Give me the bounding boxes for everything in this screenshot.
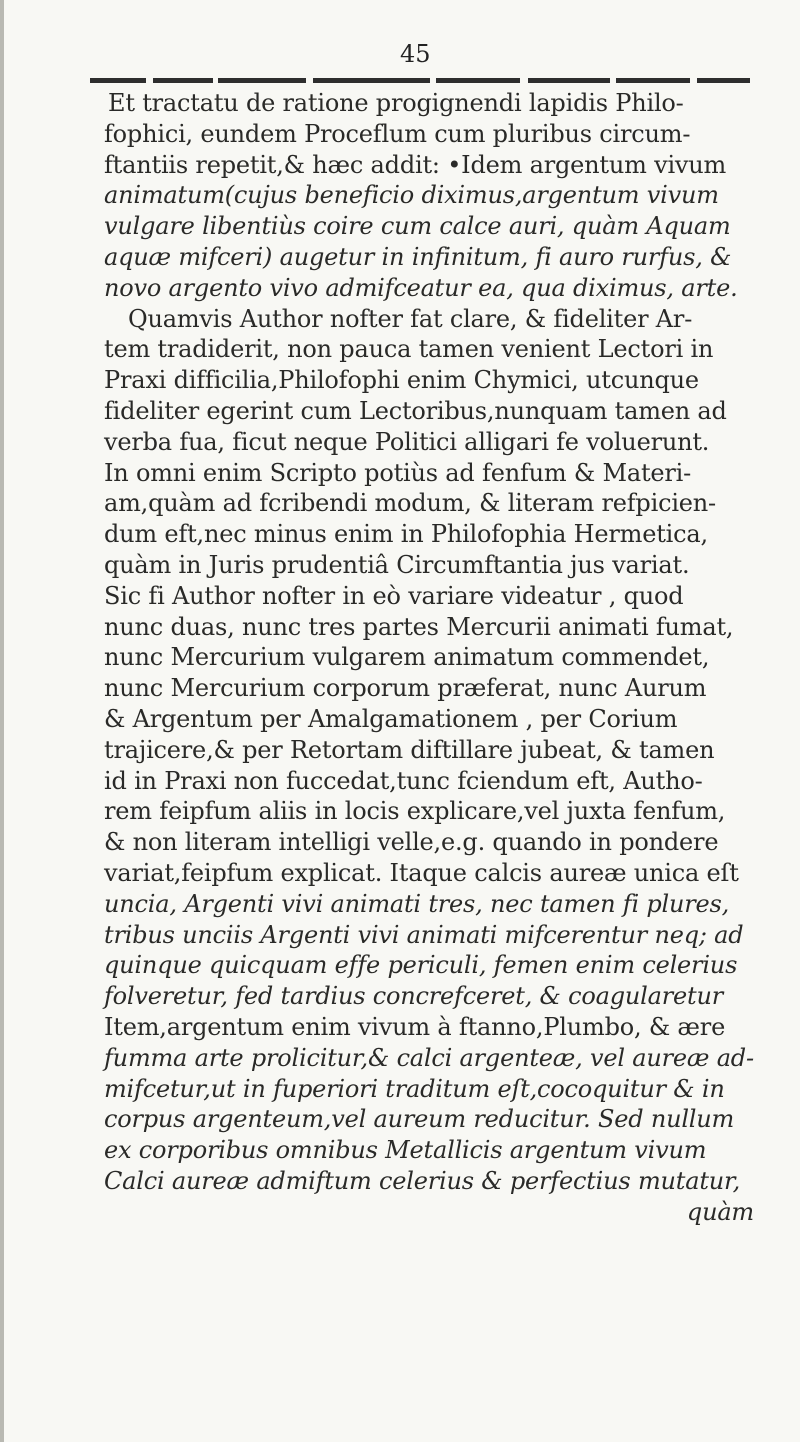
text-line: variat,feipfum explicat. Itaque calcis aureæ unica eſt — [104, 858, 739, 887]
text-line: fumma arte prolicitur,& calci argenteæ, vel aureæ ad- — [104, 1043, 754, 1072]
text-line: tribus unciis Argenti vivi animati mifcerentur neq; ad — [104, 920, 744, 949]
text-line: verba fua, ficut neque Politici alligari fe voluerunt. — [104, 427, 710, 456]
text-line: quàm in Juris prudentiâ Circumftantia jus variat. — [104, 550, 690, 579]
text-line: Sic fi Author nofter in eò variare videatur , quod — [104, 581, 684, 610]
text-line: animatum(cujus beneficio diximus,argentum vivum — [104, 181, 719, 210]
text-line: ftantiis repetit,& hæc addit: •Idem argentum vivum — [104, 150, 727, 179]
text-line: id in Praxi non fuccedat,tunc fciendum eft, Autho- — [104, 766, 703, 795]
text-line: dum eft,nec minus enim in Philofophia Hermetica, — [104, 520, 708, 549]
text-line: uncia, Argenti vivi animati tres, nec tamen fi plures, — [104, 889, 730, 918]
text-line: Calci aureæ admiftum celerius & perfectius mutatur, — [104, 1166, 741, 1195]
text-line: aquæ mifceri) augetur in infinitum, fi auro rurfus, & — [104, 242, 732, 271]
text-line: nunc duas, nunc tres partes Mercurii animati fumat, — [104, 612, 734, 641]
page-number: 45 — [400, 40, 431, 68]
header-rule-gap — [520, 77, 528, 84]
body-text — [104, 88, 780, 1227]
header-rule-gap — [430, 77, 436, 84]
text-line: folveretur, fed tardius concrefceret, & coagularetur — [104, 982, 724, 1011]
text-line: corpus argenteum,vel aureum reducitur. Sed nullum — [104, 1105, 735, 1134]
text-line: trajicere,& per Retortam diftillare jubeat, & tamen — [104, 735, 715, 764]
text-line: tem tradiderit, non pauca tamen venient Lectori in — [104, 335, 714, 364]
text-line: quàm — [686, 1197, 754, 1226]
text-line: ex corporibus omnibus Metallicis argentum vivum — [104, 1136, 707, 1165]
scan-edge — [0, 0, 4, 1442]
text-line: quinque quicquam effe periculi, femen enim celerius — [104, 951, 738, 980]
text-line: Praxi difficilia,Philofophi enim Chymici, utcunque — [104, 366, 699, 395]
text-line: Et tractatu de ratione progignendi lapidis Philo- — [108, 89, 684, 117]
text-line: & non literam intelligi velle,e.g. quando in pondere — [104, 828, 719, 857]
text-line: In omni enim Scripto potiùs ad fenfum & Materi- — [104, 458, 692, 487]
text-line: fideliter egerint cum Lectoribus,nunquam tamen ad — [104, 396, 727, 425]
text-line: mifcetur,ut in fuperiori traditum eſt,cocoquitur & in — [104, 1074, 725, 1103]
header-rule — [90, 78, 750, 83]
header-rule-gap — [146, 77, 153, 84]
text-line: nunc Mercurium vulgarem animatum commendet, — [104, 643, 710, 672]
text-line: am,quàm ad fcribendi modum, & literam refpicien- — [104, 489, 716, 518]
header-rule-gap — [213, 77, 218, 84]
text-line: vulgare libentiùs coire cum calce auri, quàm Aquam — [104, 212, 731, 241]
header-rule-gap — [690, 77, 697, 84]
text-line: Quamvis Author nofter fat clare, & fideliter Ar- — [128, 304, 693, 333]
text-line: novo argento vivo admifceatur ea, qua diximus, arte. — [104, 273, 738, 302]
text-line: fophici, eundem Proceflum cum pluribus circum- — [104, 119, 691, 148]
text-line: nunc Mercurium corporum præferat, nunc Aurum — [104, 674, 707, 703]
header-rule-gap — [610, 77, 616, 84]
text-line: & Argentum per Amalgamationem , per Corium — [104, 704, 678, 733]
text-line: rem feipfum aliis in locis explicare,vel juxta fenfum, — [104, 797, 726, 826]
text-line: Item,argentum enim vivum à ftanno,Plumbo, & ære — [104, 1012, 726, 1041]
header-rule-gap — [306, 77, 313, 84]
